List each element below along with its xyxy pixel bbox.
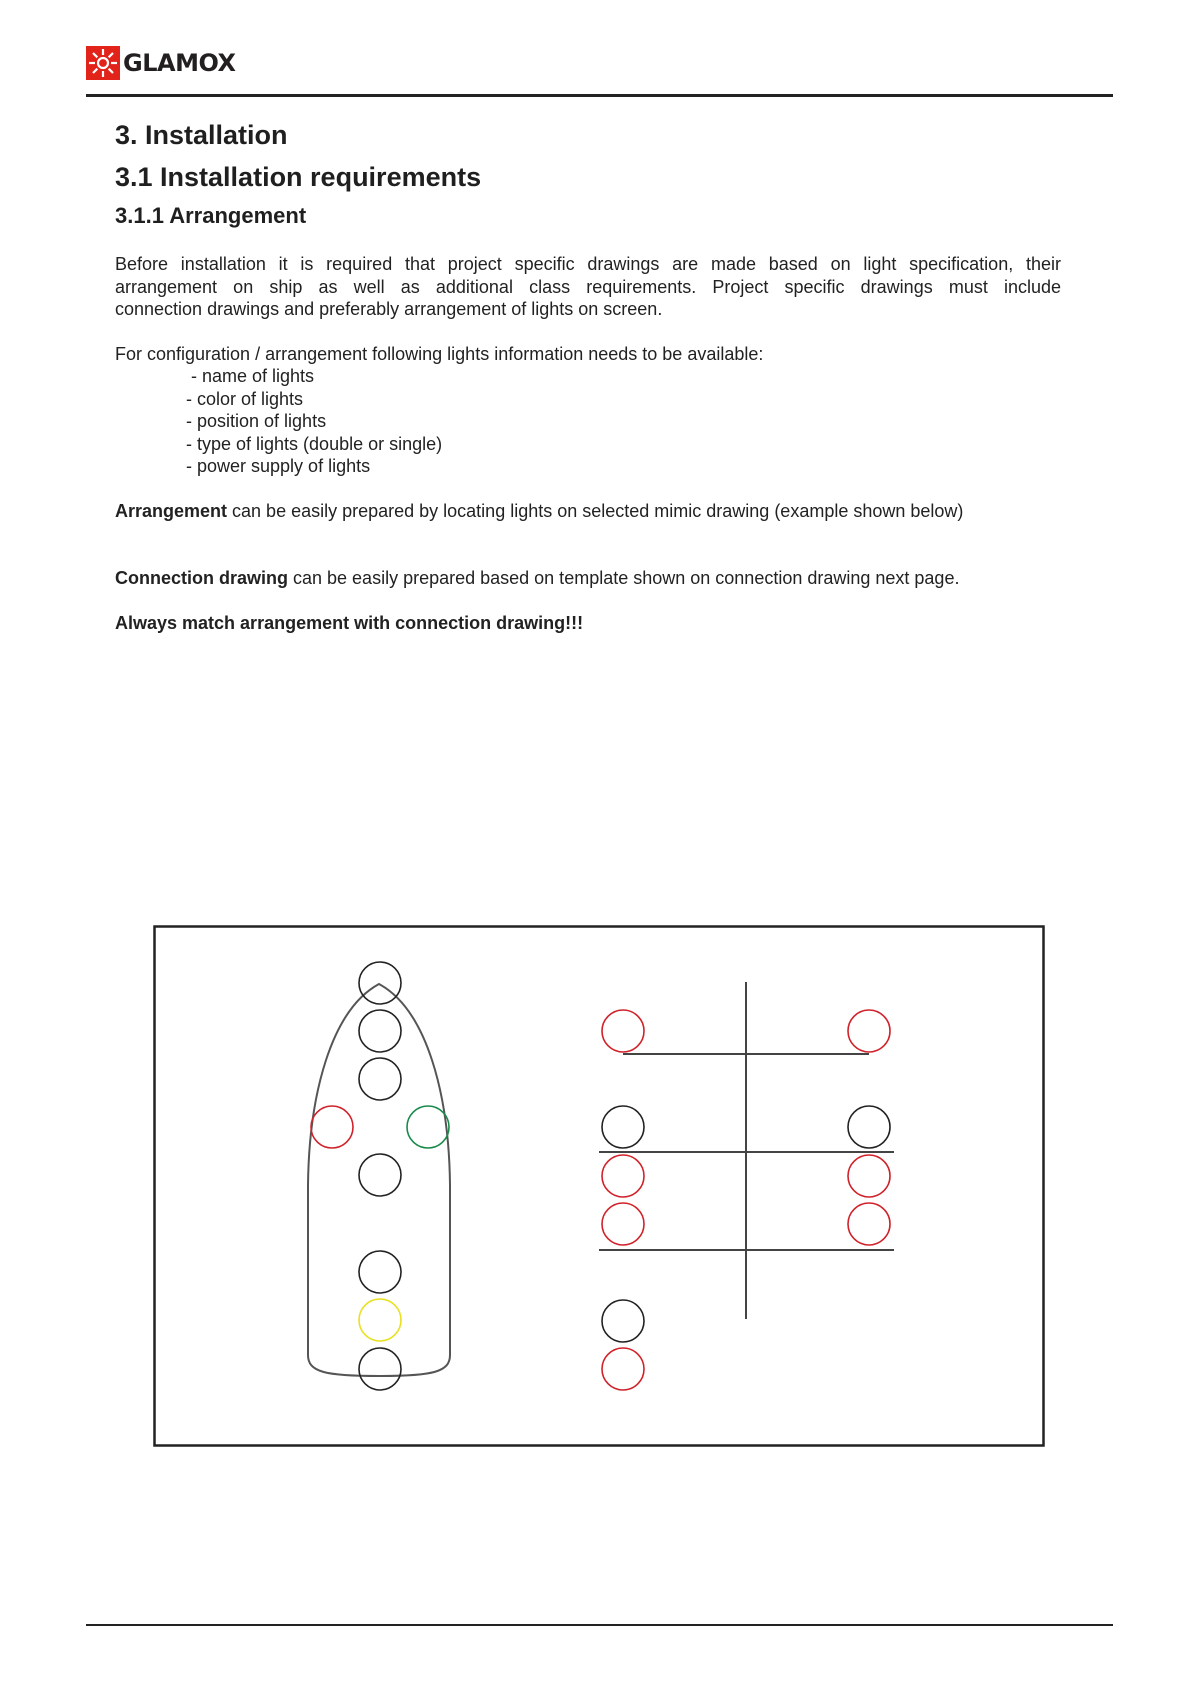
ship-light[interactable]	[407, 1106, 449, 1148]
list-item: - power supply of lights	[186, 456, 371, 476]
ship-light[interactable]	[359, 1348, 401, 1390]
intro-line: connection drawings and preferably arrangement of lights on screen.	[115, 299, 663, 319]
arrangement-term: Arrangement	[115, 501, 228, 521]
mast-light[interactable]	[848, 1106, 890, 1148]
brand-name: GLAMOX	[123, 49, 236, 77]
brand-logo	[86, 46, 236, 80]
ship-light[interactable]	[359, 1058, 401, 1100]
intro-paragraph	[115, 253, 1061, 321]
list-item: - color of lights	[186, 388, 304, 409]
ship-light[interactable]	[359, 962, 401, 1004]
connection-text: can be easily prepared based on template shown on connection drawing next page.	[288, 568, 960, 588]
diagram-frame	[155, 927, 1044, 1446]
list-item: - type of lights (double or single)	[186, 433, 443, 454]
list-item: - position of lights	[186, 411, 327, 431]
mast-light[interactable]	[602, 1348, 644, 1390]
mast-light[interactable]	[848, 1155, 890, 1197]
mast-light[interactable]	[848, 1203, 890, 1245]
ship-light[interactable]	[311, 1106, 353, 1148]
list-item: - name of lights	[186, 366, 315, 386]
arrangement-text: can be easily prepared by locating lights on selected mimic drawing (example shown below)	[227, 501, 964, 521]
ship-light[interactable]	[359, 1251, 401, 1293]
mast-light[interactable]	[602, 1203, 644, 1245]
intro-line: arrangement on ship as well as additional class requirements. Project specific drawings must include	[115, 276, 1061, 297]
connection-paragraph	[115, 567, 1061, 590]
connection-term: Connection drawing	[115, 568, 288, 588]
header-divider	[86, 94, 1113, 97]
mast-light[interactable]	[848, 1010, 890, 1052]
requirements-list	[186, 365, 442, 478]
section-subtitle: 3.1 Installation requirements	[115, 162, 482, 192]
mast-light[interactable]	[602, 1300, 644, 1342]
mast-light[interactable]	[602, 1106, 644, 1148]
footer-divider	[86, 1624, 1113, 1626]
mimic-drawing	[153, 925, 1045, 1447]
section-title: 3. Installation	[115, 120, 288, 150]
ship-light[interactable]	[359, 1299, 401, 1341]
ship-light[interactable]	[359, 1154, 401, 1196]
ship-hull	[308, 984, 450, 1376]
intro-line: Before installation it is required that project specific drawings are made based on light specification, their	[115, 254, 1061, 274]
glamox-logo-icon	[86, 46, 120, 80]
warning-note: Always match arrangement with connection drawing!!!	[115, 613, 584, 633]
section-subsubtitle: 3.1.1 Arrangement	[115, 203, 307, 228]
mast-light[interactable]	[602, 1010, 644, 1052]
ship-lights	[311, 962, 449, 1390]
arrangement-paragraph	[115, 500, 1015, 523]
mast-light[interactable]	[602, 1155, 644, 1197]
config-paragraph: For configuration / arrangement following lights information needs to be available:	[115, 344, 764, 364]
ship-light[interactable]	[359, 1010, 401, 1052]
